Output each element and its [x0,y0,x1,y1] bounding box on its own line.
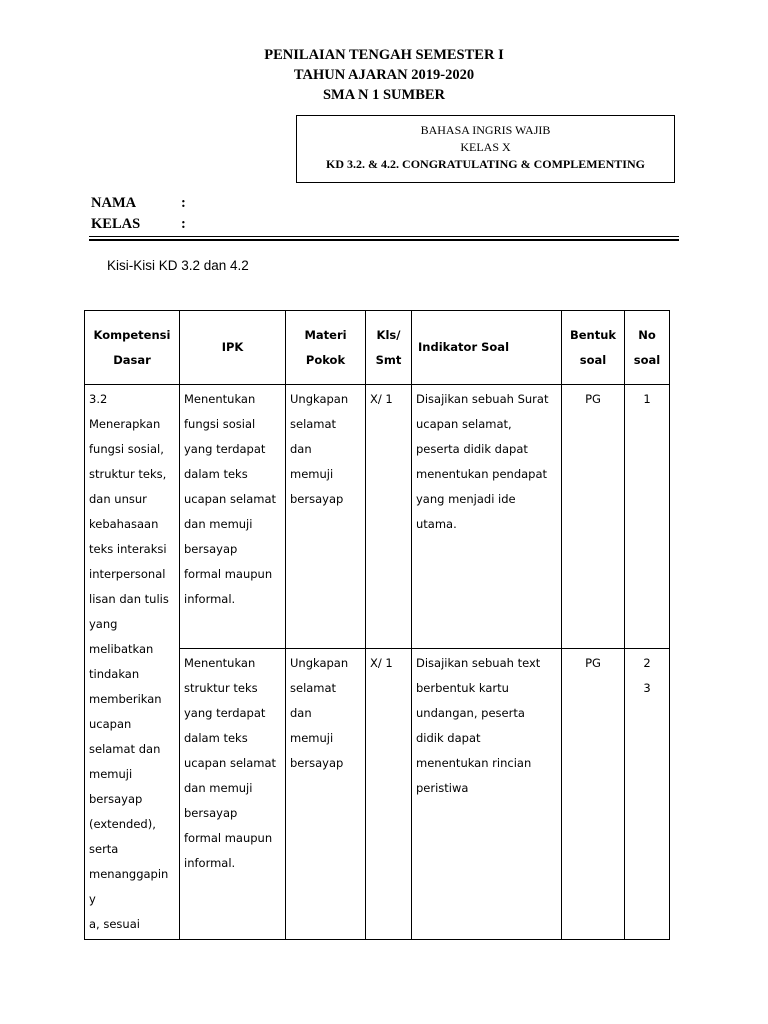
nama-label: NAMA [91,195,137,211]
materi-cell: Ungkapan selamat dan memuji bersayap [286,648,366,939]
school-name: SMA N 1 SUMBER [322,87,446,103]
class-level: KELAS X [460,140,511,154]
indikator-cell: Disajikan sebuah Surat ucapan selamat, peserta didik dapat menentukan pendapat yang menjadi ide utama. [412,385,562,649]
nama-row [91,193,186,213]
divider-line [89,236,679,237]
header-indikator-soal: Indikator Soal [412,311,562,385]
kelas-colon: : [181,216,186,232]
kompetensi-dasar-cell: 3.2 Menerapkan fungsi sosial, struktur teks, dan unsur kebahasaan teks interaksi interpersonal lisan dan tulis yang melibatkan tindakan memberikan ucapan selamat dan memuji bersayap (extended), serta menanggapiny a, sesuai [85,385,180,940]
kls-cell: X/ 1 [366,385,412,649]
header-kls-smt: Kls/ Smt [366,311,412,385]
header-materi-pokok: Materi Pokok [286,311,366,385]
bentuk-cell: PG [562,385,625,649]
bentuk-cell: PG [562,648,625,939]
academic-year: TAHUN AJARAN 2019-2020 [293,67,475,83]
kisi-kisi-table [84,310,670,940]
exam-title: PENILAIAN TENGAH SEMESTER I [264,47,504,63]
ipk-cell: Menentukan struktur teks yang terdapat dalam teks ucapan selamat dan memuji bersayap formal maupun informal. [180,648,286,939]
divider-line-thick [89,239,679,241]
table-header-row [85,311,670,385]
kd-topic: KD 3.2. & 4.2. CONGRATULATING & COMPLEMENTING [326,157,645,171]
no-soal-cell: 1 [625,385,670,649]
kelas-row [91,214,186,234]
ipk-cell: Menentukan fungsi sosial yang terdapat dalam teks ucapan selamat dan memuji bersayap formal maupun informal. [180,385,286,649]
materi-cell: Ungkapan selamat dan memuji bersayap [286,385,366,649]
kls-cell: X/ 1 [366,648,412,939]
document-header [0,45,768,105]
header-no-soal: No soal [625,311,670,385]
indikator-cell: Disajikan sebuah text berbentuk kartu undangan, peserta didik dapat menentukan rincian peristiwa [412,648,562,939]
nama-colon: : [181,195,186,211]
subject-box [296,115,675,183]
header-kompetensi-dasar: Kompetensi Dasar [85,311,180,385]
table-row [85,385,670,649]
kisi-kisi-title: Kisi-Kisi KD 3.2 dan 4.2 [107,258,249,273]
header-ipk: IPK [180,311,286,385]
kelas-label: KELAS [91,216,141,232]
no-soal-cell: 2 3 [625,648,670,939]
subject-name: BAHASA INGRIS WAJIB [420,123,551,137]
header-bentuk-soal: Bentuk soal [562,311,625,385]
